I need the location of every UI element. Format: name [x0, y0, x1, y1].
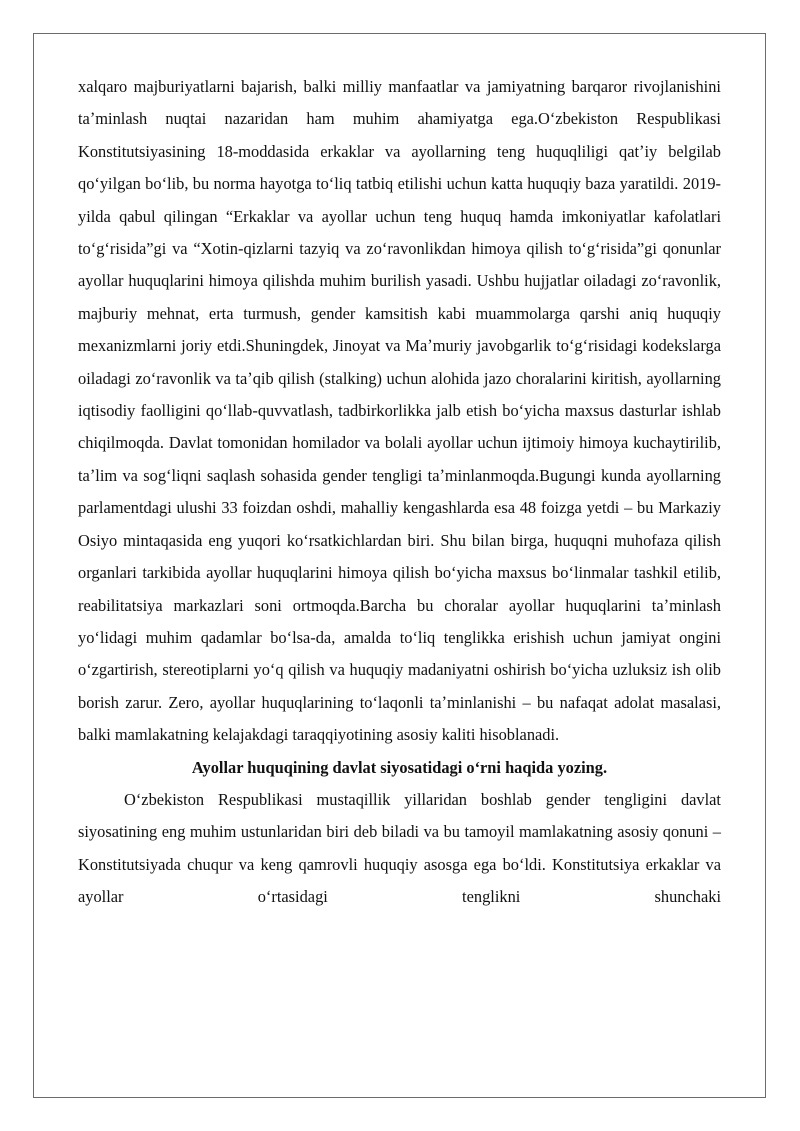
- section-heading: Ayollar huquqining davlat siyosatidagi oʻrni haqida yozing.: [191, 757, 608, 777]
- document-body: [78, 71, 721, 914]
- body-paragraph-1: xalqaro majburiyatlarni bajarish, balki milliy manfaatlar va jamiyatning barqaror rivojlanishini taʼminlash nuqtai nazaridan ham muhim ahamiyatga ega.Oʻzbekiston Respublikasi Konstitutsiyasining 18-moddasida erkaklar va ayollarning teng huquqliligi qatʼiy belgilab qoʻyilgan boʻlib, bu norma hayotga toʻliq tatbiq etilishi uchun katta huquqiy baza yaratildi. 2019-yilda qabul qilingan “Erkaklar va ayollar uchun teng huquq hamda imkoniyatlar kafolatlari toʻgʻrisida”gi va “Xotin-qizlarni tazyiq va zoʻravonlikdan himoya qilish toʻgʻrisida”gi qonunlar ayollar huquqlarini himoya qilishda muhim burilish yasadi. Ushbu hujjatlar oiladagi zoʻravonlik, majburiy mehnat, erta turmush, gender kamsitish kabi muammolarga qarshi aniq huquqiy mexanizmlarni joriy etdi.Shuningdek, Jinoyat va Maʼmuriy javobgarlik toʻgʻrisidagi kodekslarga oiladagi zoʻravonlik va taʼqib qilish (stalking) uchun alohida jazo choralarini kiritish, ayollarning iqtisodiy faolligini qoʻllab-quvvatlash, tadbirkorlikka jalb etish boʻyicha maxsus dasturlar ishlab chiqilmoqda. Davlat tomonidan homilador va bolali ayollar uchun ijtimoiy himoya kuchaytirilib, taʼlim va sogʻliqni saqlash sohasida gender tengligi taʼminlanmoqda.Bugungi kunda ayollarning parlamentdagi ulushi 33 foizdan oshdi, mahalliy kengashlarda esa 48 foizga yetdi – bu Markaziy Osiyo mintaqasida eng yuqori koʻrsatkichlardan biri. Shu bilan birga, huquqni muhofaza qilish organlari tarkibida ayollar huquqlarini himoya qilish boʻyicha maxsus boʻlinmalar tashkil etilib, reabilitatsiya markazlari soni ortmoqda.Barcha bu choralar ayollar huquqlarini taʼminlash yoʻlidagi muhim qadamlar boʻlsa-da, amalda toʻliq tenglikka erishish uchun jamiyat ongini oʻzgartirish, stereotiplarni yoʻq qilish va huquqiy madaniyatni oshirish boʻyicha uzluksiz ish olib borish zarur. Zero, ayollar huquqlarining toʻlaqonli taʼminlanishi – bu nafaqat adolat masalasi, balki mamlakatning kelajakdagi taraqqiyotining asosiy kaliti hisoblanadi.: [78, 77, 721, 745]
- body-paragraph-2: Oʻzbekiston Respublikasi mustaqillik yillaridan boshlab gender tengligini davlat siyosatining eng muhim ustunlaridan biri deb biladi va bu tamoyil mamlakatning asosiy qonuni – Konstitutsiyada chuqur va keng qamrovli huquqiy asosga ega boʻldi. Konstitutsiya erkaklar va ayollar oʻrtasidagi tenglikni shunchaki: [78, 789, 721, 907]
